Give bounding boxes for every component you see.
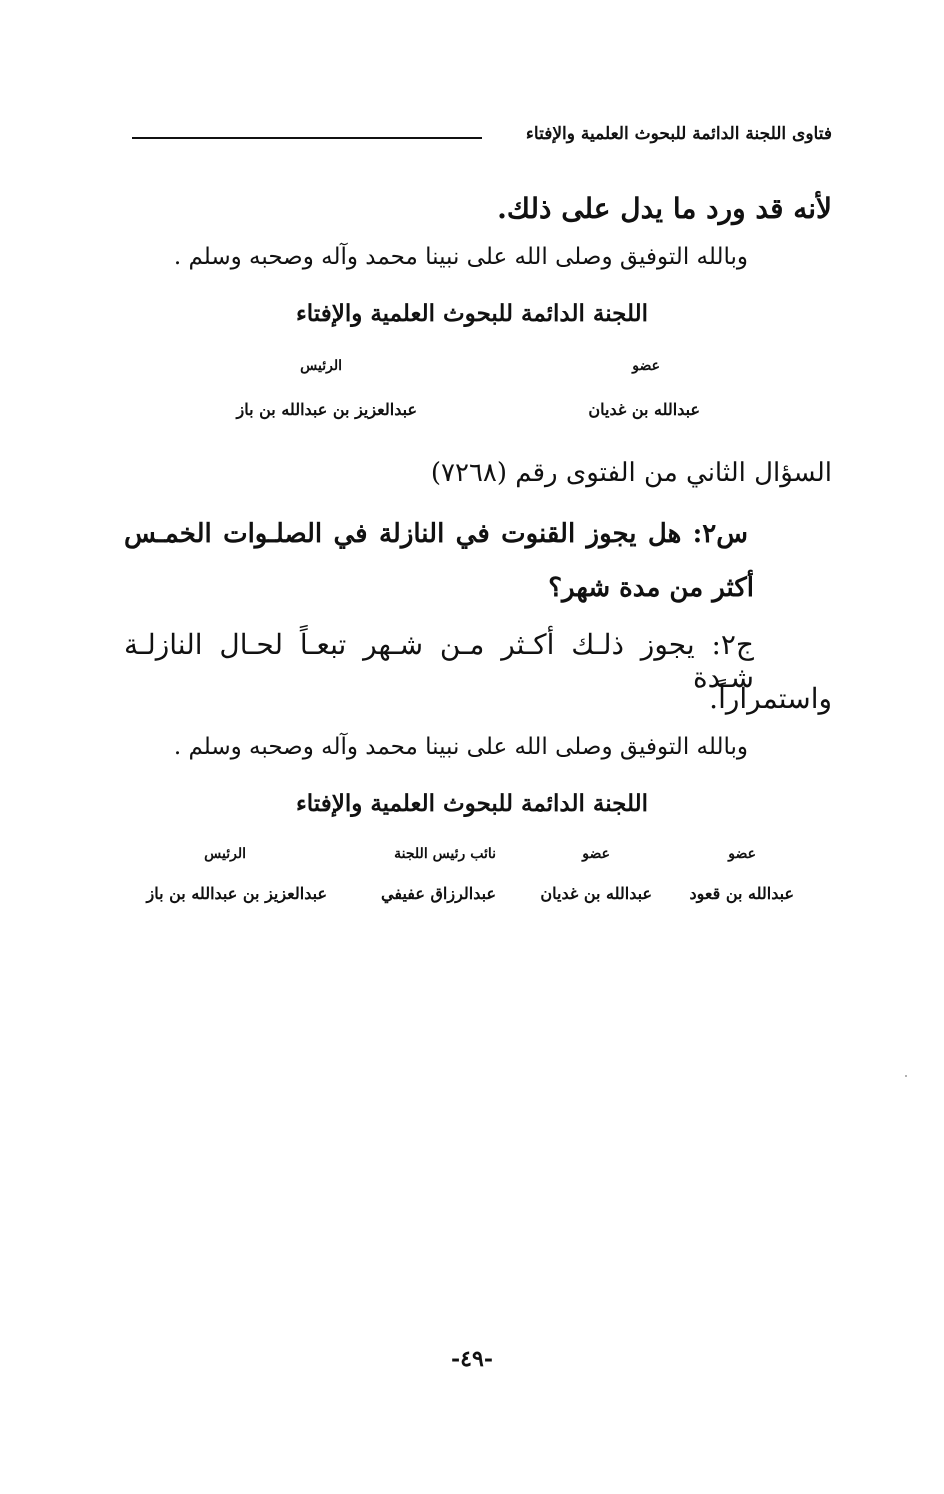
page-number: -٤٩- [451, 1346, 493, 1372]
member-name: عبدالله بن قعود [689, 884, 794, 903]
member-role: عضو [632, 358, 660, 374]
running-header-title: فتاوى اللجنة الدائمة للبحوث العلمية والإفتاء [525, 124, 832, 144]
committee-title-2: اللجنة الدائمة للبحوث العلمية والإفتاء [295, 790, 649, 817]
member-role: عضو [728, 846, 756, 862]
intro-line: لأنه قد ورد ما يدل على ذلك. [497, 192, 832, 225]
question-line-2: أكثر من مدة شهر؟ [548, 573, 754, 603]
intro-blessing: وبالله التوفيق وصلى الله على نبينا محمد وآله وصحبه وسلم . [173, 244, 748, 270]
member-role: عضو [582, 846, 610, 862]
fatwa-heading: السؤال الثاني من الفتوى رقم (٧٢٦٨) [430, 458, 832, 488]
committee-title-1: اللجنة الدائمة للبحوث العلمية والإفتاء [295, 300, 649, 327]
scan-speck [905, 1075, 907, 1077]
member-name: عبدالله بن غديان [540, 884, 652, 903]
chair-role: الرئيس [300, 358, 342, 374]
answer-line-2: واستمراراً. [709, 682, 832, 715]
member-name: عبدالله بن غديان [588, 400, 700, 419]
chair-name: عبدالعزيز بن عبدالله بن باز [236, 400, 417, 419]
chair-role: الرئيس [204, 846, 246, 862]
header-rule [132, 137, 482, 139]
vice-chair-role: نائب رئيس اللجنة [394, 846, 496, 862]
chair-name: عبدالعزيز بن عبدالله بن باز [146, 884, 327, 903]
vice-chair-name: عبدالرزاق عفيفي [381, 884, 496, 903]
question-line-1: س٢: هل يجوز القنوت في النازلة في الصلـوات الخمـس [124, 519, 748, 549]
fatwa-blessing: وبالله التوفيق وصلى الله على نبينا محمد وآله وصحبه وسلم . [173, 734, 748, 760]
answer-line-1: ج٢: يجوز ذلـك أكـثر مـن شـهر تبعـاً لحـال النازلـة شـدة [124, 628, 754, 694]
